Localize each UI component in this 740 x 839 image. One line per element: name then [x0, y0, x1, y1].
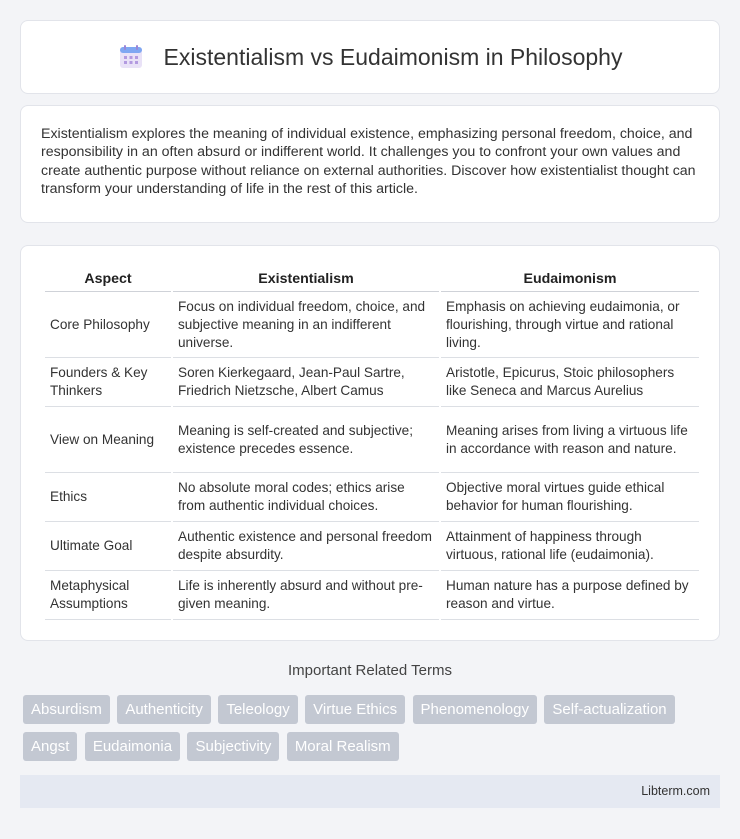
footer	[20, 775, 720, 808]
tag-self-actualization[interactable]: Self-actualization	[544, 695, 674, 724]
table-cell: View on Meaning	[45, 407, 171, 473]
header-existentialism: Existentialism	[173, 266, 439, 292]
table-cell: Attainment of happiness through virtuous, rational life (eudaimonia).	[441, 522, 699, 571]
table-cell: Objective moral virtues guide ethical behavior for human flourishing.	[441, 473, 699, 522]
table-row	[45, 522, 699, 571]
table-cell: Ultimate Goal	[45, 522, 171, 571]
table-cell: Meaning arises from living a virtuous life in accordance with reason and nature.	[441, 407, 699, 473]
page-title: Existentialism vs Eudaimonism in Philosophy	[163, 43, 623, 70]
table-row	[45, 407, 699, 473]
table-cell: Emphasis on achieving eudaimonia, or flourishing, through virtue and rational living.	[441, 292, 699, 358]
tag-teleology[interactable]: Teleology	[218, 695, 297, 724]
table-cell: Soren Kierkegaard, Jean-Paul Sartre, Friedrich Nietzsche, Albert Camus	[173, 358, 439, 407]
table-cell: Life is inherently absurd and without pre-given meaning.	[173, 571, 439, 620]
table-header-row	[45, 266, 699, 292]
tag-eudaimonia[interactable]: Eudaimonia	[85, 732, 180, 761]
table-row	[45, 473, 699, 522]
title-card	[20, 20, 720, 94]
calendar-icon	[118, 44, 144, 70]
header-eudaimonism: Eudaimonism	[441, 266, 699, 292]
comparison-table	[43, 266, 701, 620]
table-cell: No absolute moral codes; ethics arise from authentic individual choices.	[173, 473, 439, 522]
table-cell: Focus on individual freedom, choice, and subjective meaning in an indifferent universe.	[173, 292, 439, 358]
tag-authenticity[interactable]: Authenticity	[117, 695, 211, 724]
table-cell: Core Philosophy	[45, 292, 171, 358]
table-cell: Founders & Key Thinkers	[45, 358, 171, 407]
tag-phenomenology[interactable]: Phenomenology	[413, 695, 537, 724]
intro-card	[20, 105, 720, 223]
footer-site-link[interactable]: Libterm.com	[641, 784, 710, 798]
tag-moral-realism[interactable]: Moral Realism	[287, 732, 399, 761]
related-terms-title: Important Related Terms	[288, 662, 452, 679]
table-cell: Aristotle, Epicurus, Stoic philosophers like Seneca and Marcus Aurelius	[441, 358, 699, 407]
tag-virtue-ethics[interactable]: Virtue Ethics	[305, 695, 405, 724]
related-terms-tags	[23, 695, 723, 769]
table-cell: Authentic existence and personal freedom despite absurdity.	[173, 522, 439, 571]
tag-subjectivity[interactable]: Subjectivity	[187, 732, 279, 761]
table-cell: Metaphysical Assumptions	[45, 571, 171, 620]
tag-absurdism[interactable]: Absurdism	[23, 695, 110, 724]
table-row	[45, 292, 699, 358]
table-cell: Human nature has a purpose defined by reason and virtue.	[441, 571, 699, 620]
comparison-table-card	[20, 245, 720, 641]
intro-text: Existentialism explores the meaning of individual existence, emphasizing personal freedom, choice, and responsibility in an often absurd or indifferent world. It challenges you to confront your own values and create authentic purpose without reliance on external authorities. Discover how existentialist thought can transform your understanding of life in the rest of this article.	[41, 126, 696, 198]
tag-angst[interactable]: Angst	[23, 732, 77, 761]
table-cell: Meaning is self-created and subjective; existence precedes essence.	[173, 407, 439, 473]
table-cell: Ethics	[45, 473, 171, 522]
table-row	[45, 358, 699, 407]
table-row	[45, 571, 699, 620]
header-aspect: Aspect	[45, 266, 171, 292]
